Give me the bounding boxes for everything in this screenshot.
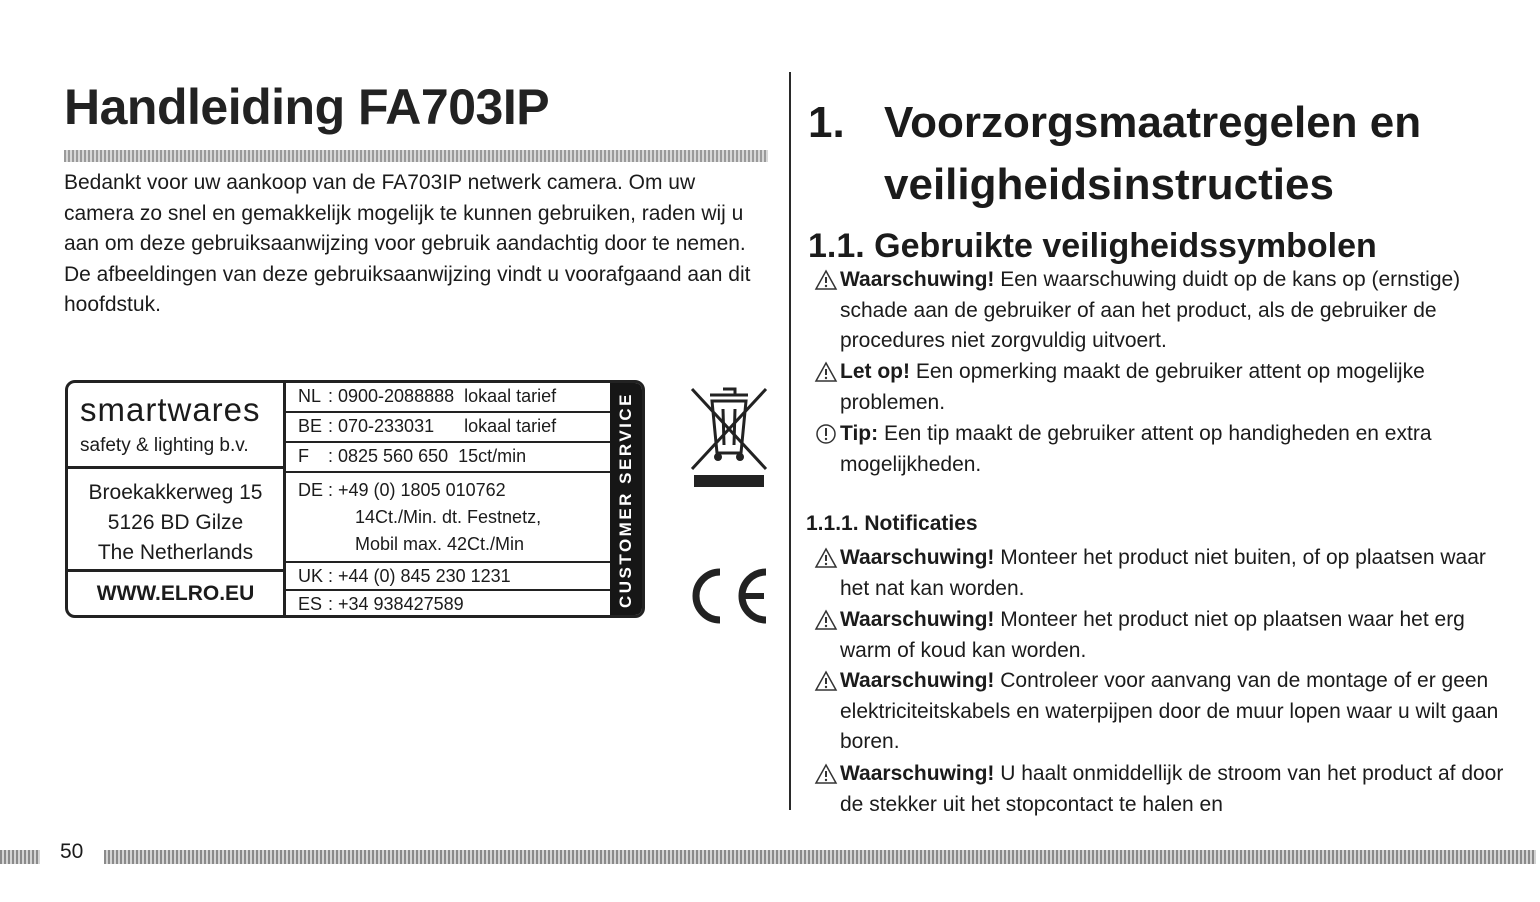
country-code: BE	[298, 416, 323, 436]
notification-item	[814, 759, 1514, 820]
intro-text	[64, 168, 764, 321]
symbol-item-warning	[814, 265, 1514, 357]
warning-triangle-icon	[814, 547, 838, 569]
brand-block	[68, 383, 283, 469]
address-street: Broekakkerweg 15	[88, 481, 263, 504]
item-label: Waarschuwing!	[840, 762, 995, 785]
warning-triangle-icon	[814, 269, 838, 291]
phone-row-es	[286, 591, 610, 617]
phone-tariff: 15ct/min	[458, 446, 527, 466]
symbol-item-note	[814, 357, 1514, 418]
phone-row-be	[286, 413, 610, 443]
item-text: Een tip maakt de gebruiker attent op handigheden en extra mogelijkheden.	[840, 422, 1432, 476]
customer-service-label: CUSTOMER SERVICE	[616, 391, 635, 609]
item-text: Monteer het product niet op plaatsen waar het erg warm of koud kan worden.	[840, 608, 1465, 662]
item-label: Let op!	[840, 360, 910, 383]
notification-item	[814, 543, 1514, 604]
phone-row-nl	[286, 383, 610, 413]
item-text: Een waarschuwing duidt op de kans op (ernstige) schade aan de gebruiker of aan het product, als de gebruiker de procedures niet zorgvuldig uitvoert.	[840, 268, 1461, 352]
item-label: Waarschuwing!	[840, 669, 995, 692]
warning-triangle-icon	[814, 763, 838, 785]
intro-paragraph-2: De afbeeldingen van deze gebruiksaanwijzing vindt u voorafgaand aan dit hoofdstuk.	[64, 262, 751, 316]
phone-number: : +49 (0) 1805 010762	[328, 480, 506, 500]
customer-service-box	[65, 380, 645, 618]
country-code: DE	[298, 480, 324, 500]
company-address	[68, 469, 283, 572]
brand-tagline: safety & lighting b.v.	[80, 435, 249, 456]
item-text: Monteer het product niet buiten, of op plaatsen waar het nat kan worden.	[840, 546, 1486, 600]
tip-icon	[814, 423, 838, 445]
phone-number: : 0825 560 650	[328, 446, 449, 466]
item-label: Waarschuwing!	[840, 546, 995, 569]
intro-paragraph-1: Bedankt voor uw aankoop van de FA703IP netwerk camera. Om uw camera zo snel en gemakkelijk mogelijk te kunnen gebruiken, raden wij u aan om deze gebruiksaanwijzing voor gebruik aandachtig door te nemen.	[64, 171, 746, 255]
address-country: The Netherlands	[97, 541, 254, 564]
subsection-heading: 1.1.1. Notificaties	[806, 512, 978, 535]
item-text: Controleer voor aanvang van de montage of er geen elektriciteitskabels en waterpijpen door de muur lopen waar u wilt gaan boren.	[840, 669, 1499, 753]
phone-tariff: lokaal tarief	[464, 416, 557, 436]
item-label: Tip:	[840, 422, 879, 445]
page-number: 50	[60, 840, 84, 863]
country-code: NL	[298, 386, 322, 406]
warning-triangle-icon	[814, 361, 838, 383]
notification-item	[814, 666, 1514, 758]
title-rule	[64, 150, 768, 162]
phone-number: : +34 938427589	[328, 594, 464, 614]
item-label: Waarschuwing!	[840, 608, 995, 631]
warning-triangle-icon	[814, 670, 838, 692]
section-heading: 1.1. Gebruikte veiligheidssymbolen	[808, 227, 1377, 265]
phone-table	[286, 383, 610, 615]
phone-row-uk	[286, 563, 610, 591]
phone-tariff-note: 14Ct./Min. dt. Festnetz,	[355, 507, 542, 527]
column-divider	[789, 72, 791, 810]
page-title: Handleiding FA703IP	[64, 79, 550, 135]
item-text: Een opmerking maakt de gebruiker attent op mogelijke problemen.	[840, 360, 1425, 414]
chapter-title-line-2: veiligheidsinstructies	[884, 160, 1334, 209]
country-code: ES	[298, 594, 323, 614]
phone-tariff: lokaal tarief	[464, 386, 557, 406]
phone-number: : 070-233031	[328, 416, 435, 436]
warning-triangle-icon	[814, 609, 838, 631]
website-url: WWW.ELRO.EU	[96, 582, 255, 605]
company-panel	[68, 383, 286, 615]
country-code: F	[298, 446, 309, 466]
phone-row-f	[286, 443, 610, 473]
item-label: Waarschuwing!	[840, 268, 995, 291]
country-code: UK	[298, 566, 324, 586]
footer-rule-left	[0, 850, 40, 864]
customer-service-band	[610, 383, 642, 615]
ce-mark-icon	[686, 566, 770, 626]
chapter-title-line-1: Voorzorgsmaatregelen en	[884, 98, 1422, 147]
address-city: 5126 BD Gilze	[107, 511, 244, 534]
phone-row-de	[286, 473, 610, 563]
chapter-number: 1.	[808, 98, 845, 147]
brand-name: smartwares	[80, 391, 261, 428]
symbol-item-tip	[814, 419, 1514, 480]
item-text: U haalt onmiddellijk de stroom van het product af door de stekker uit het stopcontact te halen en	[840, 762, 1504, 816]
crossed-out-wheelie-bin-icon	[688, 385, 770, 489]
phone-number: : 0900-2088888	[328, 386, 455, 406]
phone-number: : +44 (0) 845 230 1231	[328, 566, 511, 586]
phone-tariff-note-mobile: Mobil max. 42Ct./Min	[355, 534, 525, 554]
notification-item	[814, 605, 1514, 666]
footer-rule	[104, 850, 1536, 864]
